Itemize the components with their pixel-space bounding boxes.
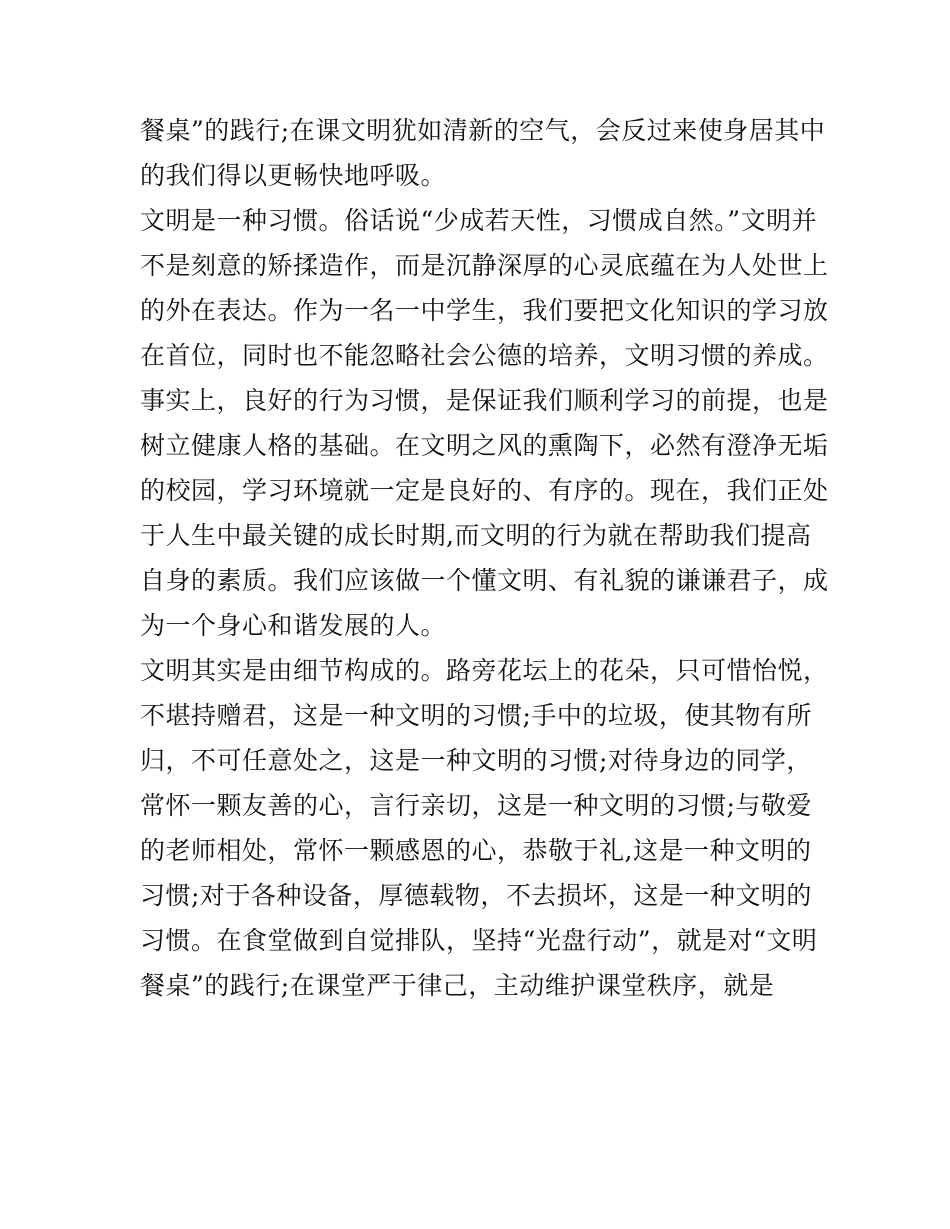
text-line: 习惯;对于各种设备，厚德载物，不去损坏，这是一种文明的 [140,881,812,910]
text-line: 餐桌”的践行;在课堂严于律己，主动维护课堂秩序，就是 [140,971,775,1000]
text-line: 事实上，良好的行为习惯，是保证我们顺利学习的前提，也是 [140,386,829,415]
text-line: 归，不可任意处之，这是一种文明的习惯;对待身边的同学， [140,746,812,775]
text-line: 树立健康人格的基础。在文明之风的熏陶下，必然有澄净无垢 [140,431,829,460]
text-line: 的老师相处，常怀一颗感恩的心，恭敬于礼,这是一种文明的 [140,836,812,865]
body-text [140,108,830,1008]
text-line: 在首位，同时也不能忽略社会公德的培养，文明习惯的养成。 [140,341,829,370]
text-line: 为一个身心和谐发展的人。 [140,611,447,640]
text-line: 文明其实是由细节构成的。路旁花坛上的花朵，只可惜怡悦， [140,656,829,685]
text-line: 不堪持赠君，这是一种文明的习惯;手中的垃圾，使其物有所 [140,701,812,730]
text-line: 自身的素质。我们应该做一个懂文明、有礼貌的谦谦君子，成 [140,566,829,595]
text-line: 不是刻意的矫揉造作，而是沉静深厚的心灵底蕴在为人处世上 [140,251,829,280]
text-line: 习惯。在食堂做到自觉排队，坚持“光盘行动”，就是对“文明 [140,926,818,955]
text-line: 文明是一种习惯。俗话说“少成若天性，习惯成自然。”文明并 [140,206,818,235]
text-line: 于人生中最关键的成长时期,而文明的行为就在帮助我们提高 [140,521,812,550]
text-line: 的我们得以更畅快地呼吸。 [140,161,447,190]
text-line: 常怀一颗友善的心，言行亲切，这是一种文明的习惯;与敬爱 [140,791,812,820]
text-line: 餐桌”的践行;在课文明犹如清新的空气，会反过来使身居其中 [140,116,826,145]
text-line: 的外在表达。作为一名一中学生，我们要把文化知识的学习放 [140,296,829,325]
text-line: 的校园，学习环境就一定是良好的、有序的。现在，我们正处 [140,476,829,505]
